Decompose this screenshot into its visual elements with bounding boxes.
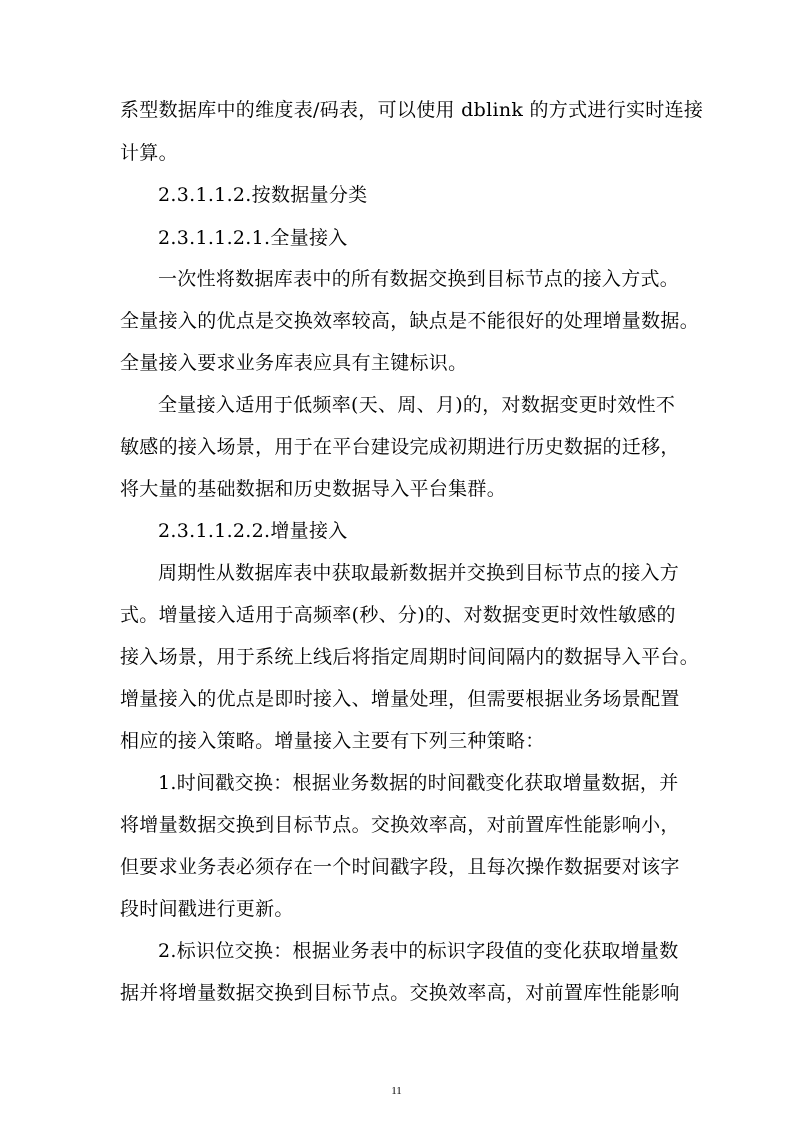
- subsection-heading: 2.3.1.1.2.2.增量接入: [158, 520, 348, 542]
- text-line: 1.时间戳交换：根据业务数据的时间戳变化获取增量数据，并: [158, 772, 679, 794]
- text-line: 据并将增量数据交换到目标节点。交换效率高，对前置库性能影响: [120, 982, 680, 1004]
- text-line: 2.标识位交换：根据业务表中的标识字段值的变化获取增量数: [158, 940, 679, 962]
- text-line: 段时间戳进行更新。: [120, 898, 294, 920]
- text-line: 周期性从数据库表中获取最新数据并交换到目标节点的接入方: [158, 562, 680, 584]
- text-line: 全量接入的优点是交换效率较高，缺点是不能很好的处理增量数据。: [120, 310, 700, 332]
- text-line: 计算。: [120, 142, 178, 164]
- text-line: 式。增量接入适用于高频率(秒、分)的、对数据变更时效性敏感的: [120, 604, 676, 626]
- text-line: 将增量数据交换到目标节点。交换效率高，对前置库性能影响小，: [120, 814, 680, 836]
- text-line: 一次性将数据库表中的所有数据交换到目标节点的接入方式。: [158, 268, 680, 290]
- text-line: 将大量的基础数据和历史数据导入平台集群。: [120, 478, 507, 500]
- text-line: 敏感的接入场景，用于在平台建设完成初期进行历史数据的迁移，: [120, 436, 680, 458]
- text-line: 全量接入适用于低频率(天、周、月)的，对数据变更时效性不: [158, 394, 676, 416]
- subsection-heading: 2.3.1.1.2.1.全量接入: [158, 227, 348, 249]
- text-line: 增量接入的优点是即时接入、增量处理，但需要根据业务场景配置: [120, 688, 680, 710]
- text-line: 相应的接入策略。增量接入主要有下列三种策略：: [120, 730, 545, 752]
- text-line: 全量接入要求业务库表应具有主键标识。: [120, 352, 468, 374]
- text-line: 接入场景，用于系统上线后将指定周期时间间隔内的数据导入平台。: [120, 646, 700, 668]
- text-line: 但要求业务表必须存在一个时间戳字段，且每次操作数据要对该字: [120, 856, 680, 878]
- text-line: 系型数据库中的维度表/码表，可以使用 dblink 的方式进行实时连接: [120, 99, 704, 121]
- page-number: 11: [391, 1085, 402, 1097]
- section-heading: 2.3.1.1.2.按数据量分类: [158, 184, 368, 206]
